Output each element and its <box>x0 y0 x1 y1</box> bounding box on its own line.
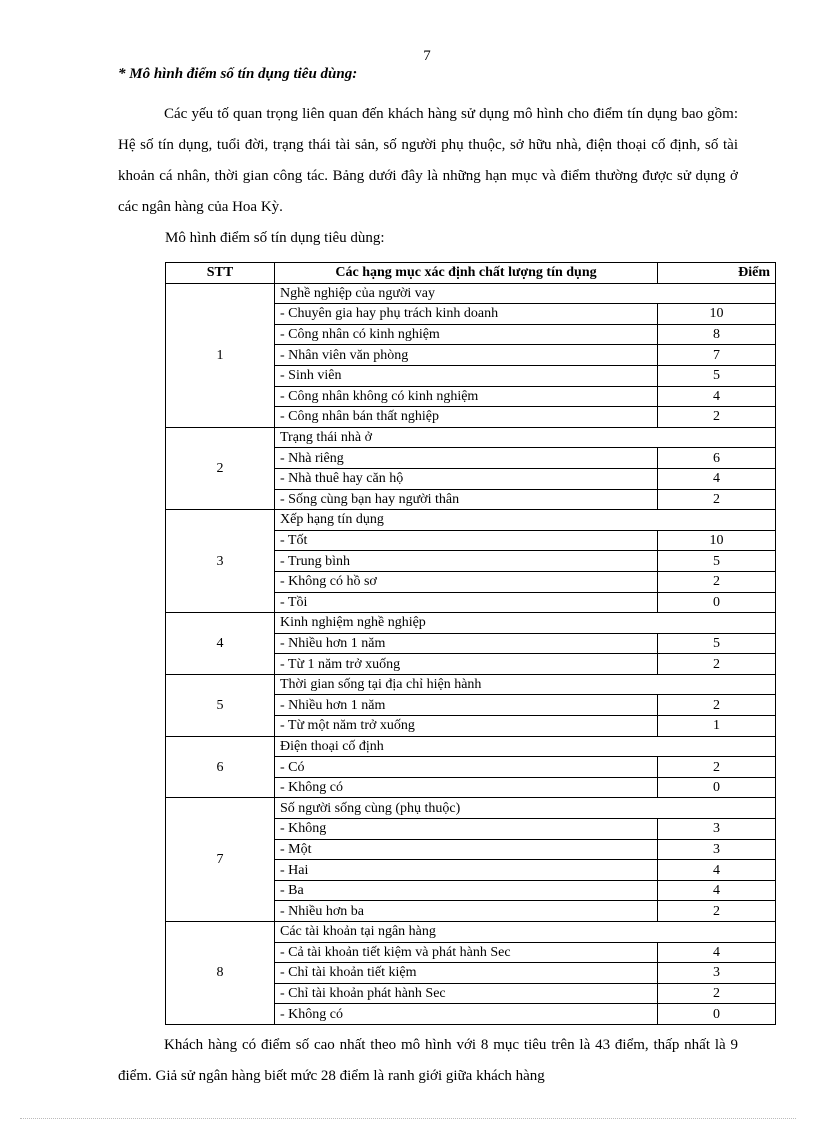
header-stt: STT <box>166 263 275 284</box>
credit-score-table <box>165 262 776 1025</box>
item-label: - Không có hồ sơ <box>275 571 658 592</box>
group-title: Trạng thái nhà ở <box>275 427 776 448</box>
group-stt: 8 <box>166 922 275 1025</box>
item-label: - Tốt <box>275 530 658 551</box>
item-label: - Tồi <box>275 592 658 613</box>
item-label: - Công nhân có kinh nghiệm <box>275 324 658 345</box>
item-points: 10 <box>658 304 776 325</box>
item-points: 0 <box>658 777 776 798</box>
group-title-row <box>166 283 776 304</box>
item-label: - Nhiều hơn ba <box>275 901 658 922</box>
item-points: 1 <box>658 716 776 737</box>
item-label: - Nhà riêng <box>275 448 658 469</box>
item-label: - Một <box>275 839 658 860</box>
group-stt: 3 <box>166 510 275 613</box>
item-points: 3 <box>658 839 776 860</box>
group-title: Điện thoại cố định <box>275 736 776 757</box>
group-title-row <box>166 613 776 634</box>
item-label: - Không có <box>275 777 658 798</box>
item-label: - Chỉ tài khoản tiết kiệm <box>275 963 658 984</box>
item-label: - Từ một năm trở xuống <box>275 716 658 737</box>
item-points: 2 <box>658 695 776 716</box>
item-points: 2 <box>658 489 776 510</box>
group-stt: 5 <box>166 674 275 736</box>
item-label: - Nhân viên văn phòng <box>275 345 658 366</box>
item-points: 2 <box>658 407 776 428</box>
item-label: - Sống cùng bạn hay người thân <box>275 489 658 510</box>
item-points: 2 <box>658 983 776 1004</box>
item-label: - Trung bình <box>275 551 658 572</box>
item-label: - Có <box>275 757 658 778</box>
group-stt: 2 <box>166 427 275 509</box>
item-points: 3 <box>658 963 776 984</box>
item-points: 6 <box>658 448 776 469</box>
group-title: Thời gian sống tại địa chỉ hiện hành <box>275 674 776 695</box>
item-label: - Hai <box>275 860 658 881</box>
group-title: Số người sống cùng (phụ thuộc) <box>275 798 776 819</box>
item-points: 4 <box>658 860 776 881</box>
item-points: 4 <box>658 942 776 963</box>
item-points: 2 <box>658 757 776 778</box>
item-points: 4 <box>658 880 776 901</box>
item-label: - Công nhân bán thất nghiệp <box>275 407 658 428</box>
header-category: Các hạng mục xác định chất lượng tín dụng <box>275 263 658 284</box>
group-stt: 1 <box>166 283 275 427</box>
item-points: 3 <box>658 819 776 840</box>
item-label: - Nhiều hơn 1 năm <box>275 695 658 716</box>
item-label: - Nhà thuê hay căn hộ <box>275 468 658 489</box>
header-points: Điểm <box>658 263 776 284</box>
item-points: 7 <box>658 345 776 366</box>
item-label: - Công nhân không có kinh nghiệm <box>275 386 658 407</box>
item-points: 5 <box>658 633 776 654</box>
table-body <box>166 283 776 1024</box>
footer-divider <box>20 1118 796 1119</box>
item-label: - Chỉ tài khoản phát hành Sec <box>275 983 658 1004</box>
item-label: - Từ 1 năm trở xuống <box>275 654 658 675</box>
intro-paragraph: Các yếu tố quan trọng liên quan đến khách hàng sử dụng mô hình cho điểm tín dụng bao gồm: Hệ số tín dụng, tuổi đời, trạng thái tài sản, số người phụ thuộc, sở hữu nhà, điện thoại cố định, số tài khoản cá nhân, thời gian công tác. Bảng dưới đây là những hạn mục và điểm thường được sử dụng ở các ngân hàng của Hoa Kỳ. <box>118 106 738 215</box>
group-title-row <box>166 798 776 819</box>
table-header-row <box>166 263 776 284</box>
group-title: Xếp hạng tín dụng <box>275 510 776 531</box>
section-heading: * Mô hình điểm số tín dụng tiêu dùng: <box>118 66 358 82</box>
group-stt: 7 <box>166 798 275 922</box>
item-points: 5 <box>658 551 776 572</box>
item-label: - Không có <box>275 1004 658 1025</box>
group-title-row <box>166 427 776 448</box>
group-stt: 6 <box>166 736 275 798</box>
item-label: - Ba <box>275 880 658 901</box>
item-points: 5 <box>658 365 776 386</box>
item-points: 8 <box>658 324 776 345</box>
group-title: Nghề nghiệp của người vay <box>275 283 776 304</box>
item-points: 0 <box>658 592 776 613</box>
item-label: - Không <box>275 819 658 840</box>
item-label: - Sinh viên <box>275 365 658 386</box>
item-points: 4 <box>658 386 776 407</box>
outro-paragraph: Khách hàng có điểm số cao nhất theo mô hình với 8 mục tiêu trên là 43 điểm, thấp nhất là 9 điểm. Giả sử ngân hàng biết mức 28 điểm là ranh giới giữa khách hàng <box>118 1037 738 1084</box>
group-title-row <box>166 736 776 757</box>
page-number: 7 <box>423 48 431 64</box>
group-stt: 4 <box>166 613 275 675</box>
item-points: 0 <box>658 1004 776 1025</box>
group-title-row <box>166 674 776 695</box>
item-points: 2 <box>658 571 776 592</box>
table-caption: Mô hình điểm số tín dụng tiêu dùng: <box>165 230 385 246</box>
group-title: Các tài khoản tại ngân hàng <box>275 922 776 943</box>
item-points: 10 <box>658 530 776 551</box>
item-label: - Chuyên gia hay phụ trách kinh doanh <box>275 304 658 325</box>
group-title-row <box>166 922 776 943</box>
item-label: - Nhiều hơn 1 năm <box>275 633 658 654</box>
item-points: 2 <box>658 654 776 675</box>
group-title: Kinh nghiệm nghề nghiệp <box>275 613 776 634</box>
group-title-row <box>166 510 776 531</box>
item-points: 2 <box>658 901 776 922</box>
item-label: - Cả tài khoản tiết kiệm và phát hành Sec <box>275 942 658 963</box>
item-points: 4 <box>658 468 776 489</box>
